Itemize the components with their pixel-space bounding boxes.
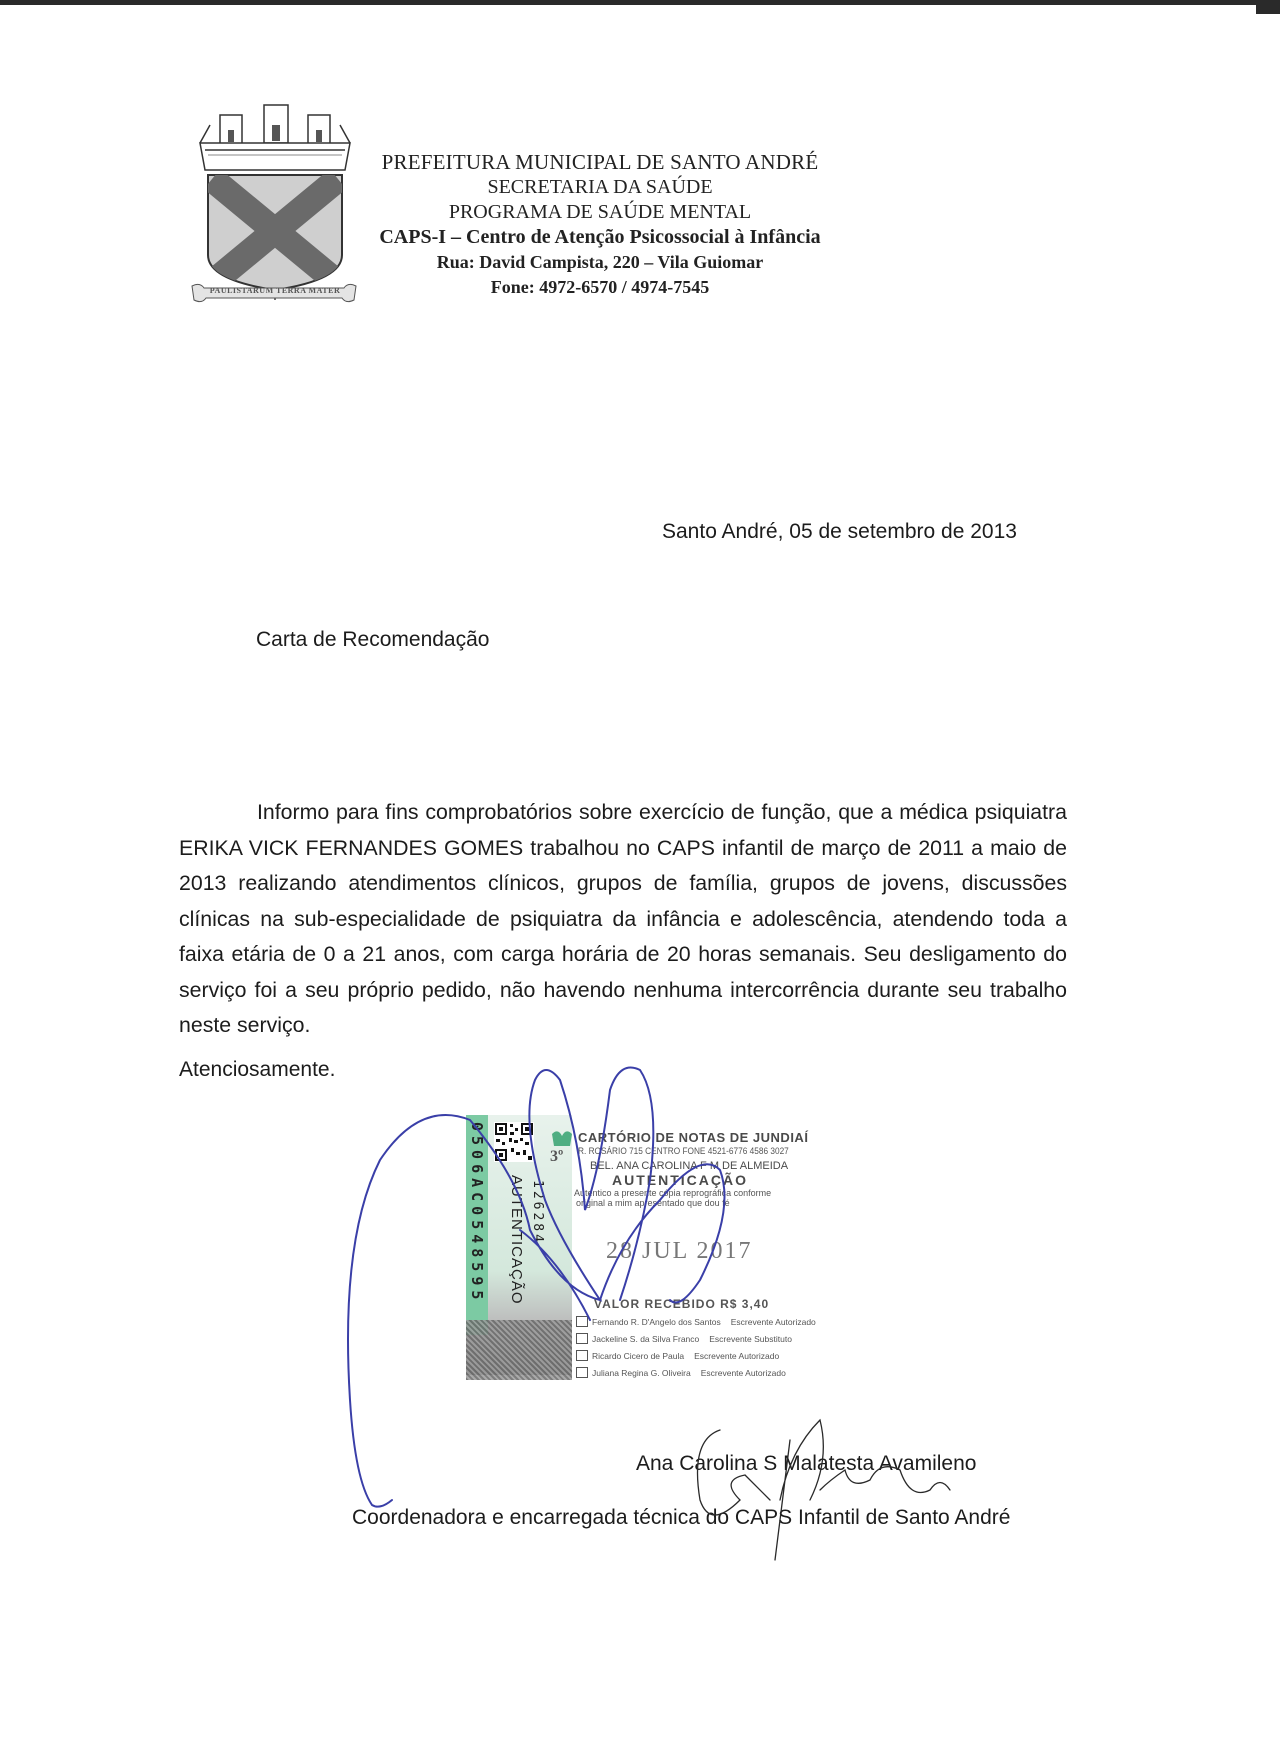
- clerk-role: Escrevente Autorizado: [700, 1367, 786, 1378]
- qr-code-icon: [494, 1122, 534, 1162]
- letterhead-program: PROGRAMA DE SAÚDE MENTAL: [448, 201, 752, 223]
- stamp-certification-line-2: original a mim apresentado que dou fé: [576, 1198, 730, 1208]
- checkbox-icon: [576, 1350, 588, 1361]
- stamp-clerk: [576, 1330, 816, 1347]
- notary-office-number: 3º: [550, 1148, 564, 1164]
- stamp-clerk: [576, 1364, 816, 1381]
- letterhead-phone: Fone: 4972-6570 / 4974-7545: [490, 277, 710, 297]
- clerk-role: Escrevente Autorizado: [730, 1316, 816, 1327]
- stamp-address: R. ROSÁRIO 715 CENTRO FONE 4521-6776 4586 3027: [578, 1146, 789, 1156]
- scan-edge-corner: [1256, 0, 1280, 14]
- letterhead-city-hall: PREFEITURA MUNICIPAL DE SANTO ANDRÉ: [381, 150, 819, 174]
- stamp-clerk: [576, 1347, 816, 1364]
- stamp-clerk: [576, 1313, 816, 1330]
- stamp-value: VALOR RECEBIDO R$ 3,40: [594, 1297, 770, 1311]
- letter-closing: Atenciosamente.: [179, 1058, 336, 1081]
- stamp-title: AUTENTICAÇÃO: [612, 1172, 748, 1188]
- scan-edge: [0, 0, 1280, 5]
- stamp-clerk-list: [576, 1313, 816, 1381]
- seal-hatch-pattern: [466, 1320, 572, 1380]
- signer-name: Ana Carolina S Malatesta Avamileno: [636, 1452, 977, 1475]
- stamp-date: 28 JUL 2017: [606, 1238, 753, 1264]
- letterhead: [340, 150, 860, 300]
- checkbox-icon: [576, 1367, 588, 1378]
- checkbox-icon: [576, 1316, 588, 1327]
- letterhead-address: Rua: David Campista, 220 – Vila Guiomar: [436, 252, 764, 272]
- clerk-name: Fernando R. D'Angelo dos Santos: [592, 1316, 721, 1327]
- checkbox-icon: [576, 1333, 588, 1344]
- clerk-name: Ricardo Cicero de Paula: [592, 1350, 685, 1361]
- letter-title: Carta de Recomendação: [256, 628, 490, 651]
- letter-date: Santo André, 05 de setembro de 2013: [662, 520, 1017, 543]
- coat-of-arms-icon: [190, 95, 360, 305]
- stamp-certification-line-1: Autentico a presente cópia reprográfica conforme: [574, 1188, 772, 1198]
- seal-label: AUTENTICAÇÃO: [508, 1175, 525, 1305]
- signer-role: Coordenadora e encarregada técnica do CAPS Infantil de Santo André: [352, 1506, 1011, 1529]
- notary-logo-icon: [548, 1128, 574, 1164]
- letterhead-center: CAPS-I – Centro de Atenção Psicossocial à Infância: [379, 226, 821, 248]
- seal-number: 126284: [530, 1180, 545, 1245]
- coordinator-signature: [698, 1420, 951, 1560]
- stamp-notary: BEL. ANA CAROLINA F M DE ALMEIDA: [590, 1160, 789, 1172]
- seal-code: 0506AC0548595: [468, 1122, 486, 1305]
- letterhead-secretariat: SECRETARIA DA SAÚDE: [487, 176, 713, 198]
- clerk-role: Escrevente Autorizado: [694, 1350, 780, 1361]
- letter-body: [179, 795, 1067, 1044]
- clerk-role: Escrevente Substituto: [709, 1333, 792, 1344]
- stamp-office: CARTÓRIO DE NOTAS DE JUNDIAÍ: [578, 1130, 809, 1145]
- clerk-name: Jackeline S. da Silva Franco: [592, 1333, 700, 1344]
- letter-body-text: Informo para fins comprobatórios sobre exercício de função, que a médica psiquiatra ERIKA VICK FERNANDES GOMES trabalhou no CAPS infantil de março de 2011 a maio de 2013 realizando atendimentos clínicos, grupos de família, grupos de jovens, discussões clínicas na sub-especialidade de psiquiatra da infância e adolescência, atendendo toda a faixa etária de 0 a 21 anos, com carga horária de 20 horas semanais. Seu desligamento do serviço foi a seu próprio pedido, não havendo nenhuma intercorrência durante seu trabalho neste serviço.: [179, 800, 1067, 1037]
- motto: PAULISTARUM TERRA MATER: [209, 286, 341, 295]
- clerk-name: Juliana Regina G. Oliveira: [592, 1367, 691, 1378]
